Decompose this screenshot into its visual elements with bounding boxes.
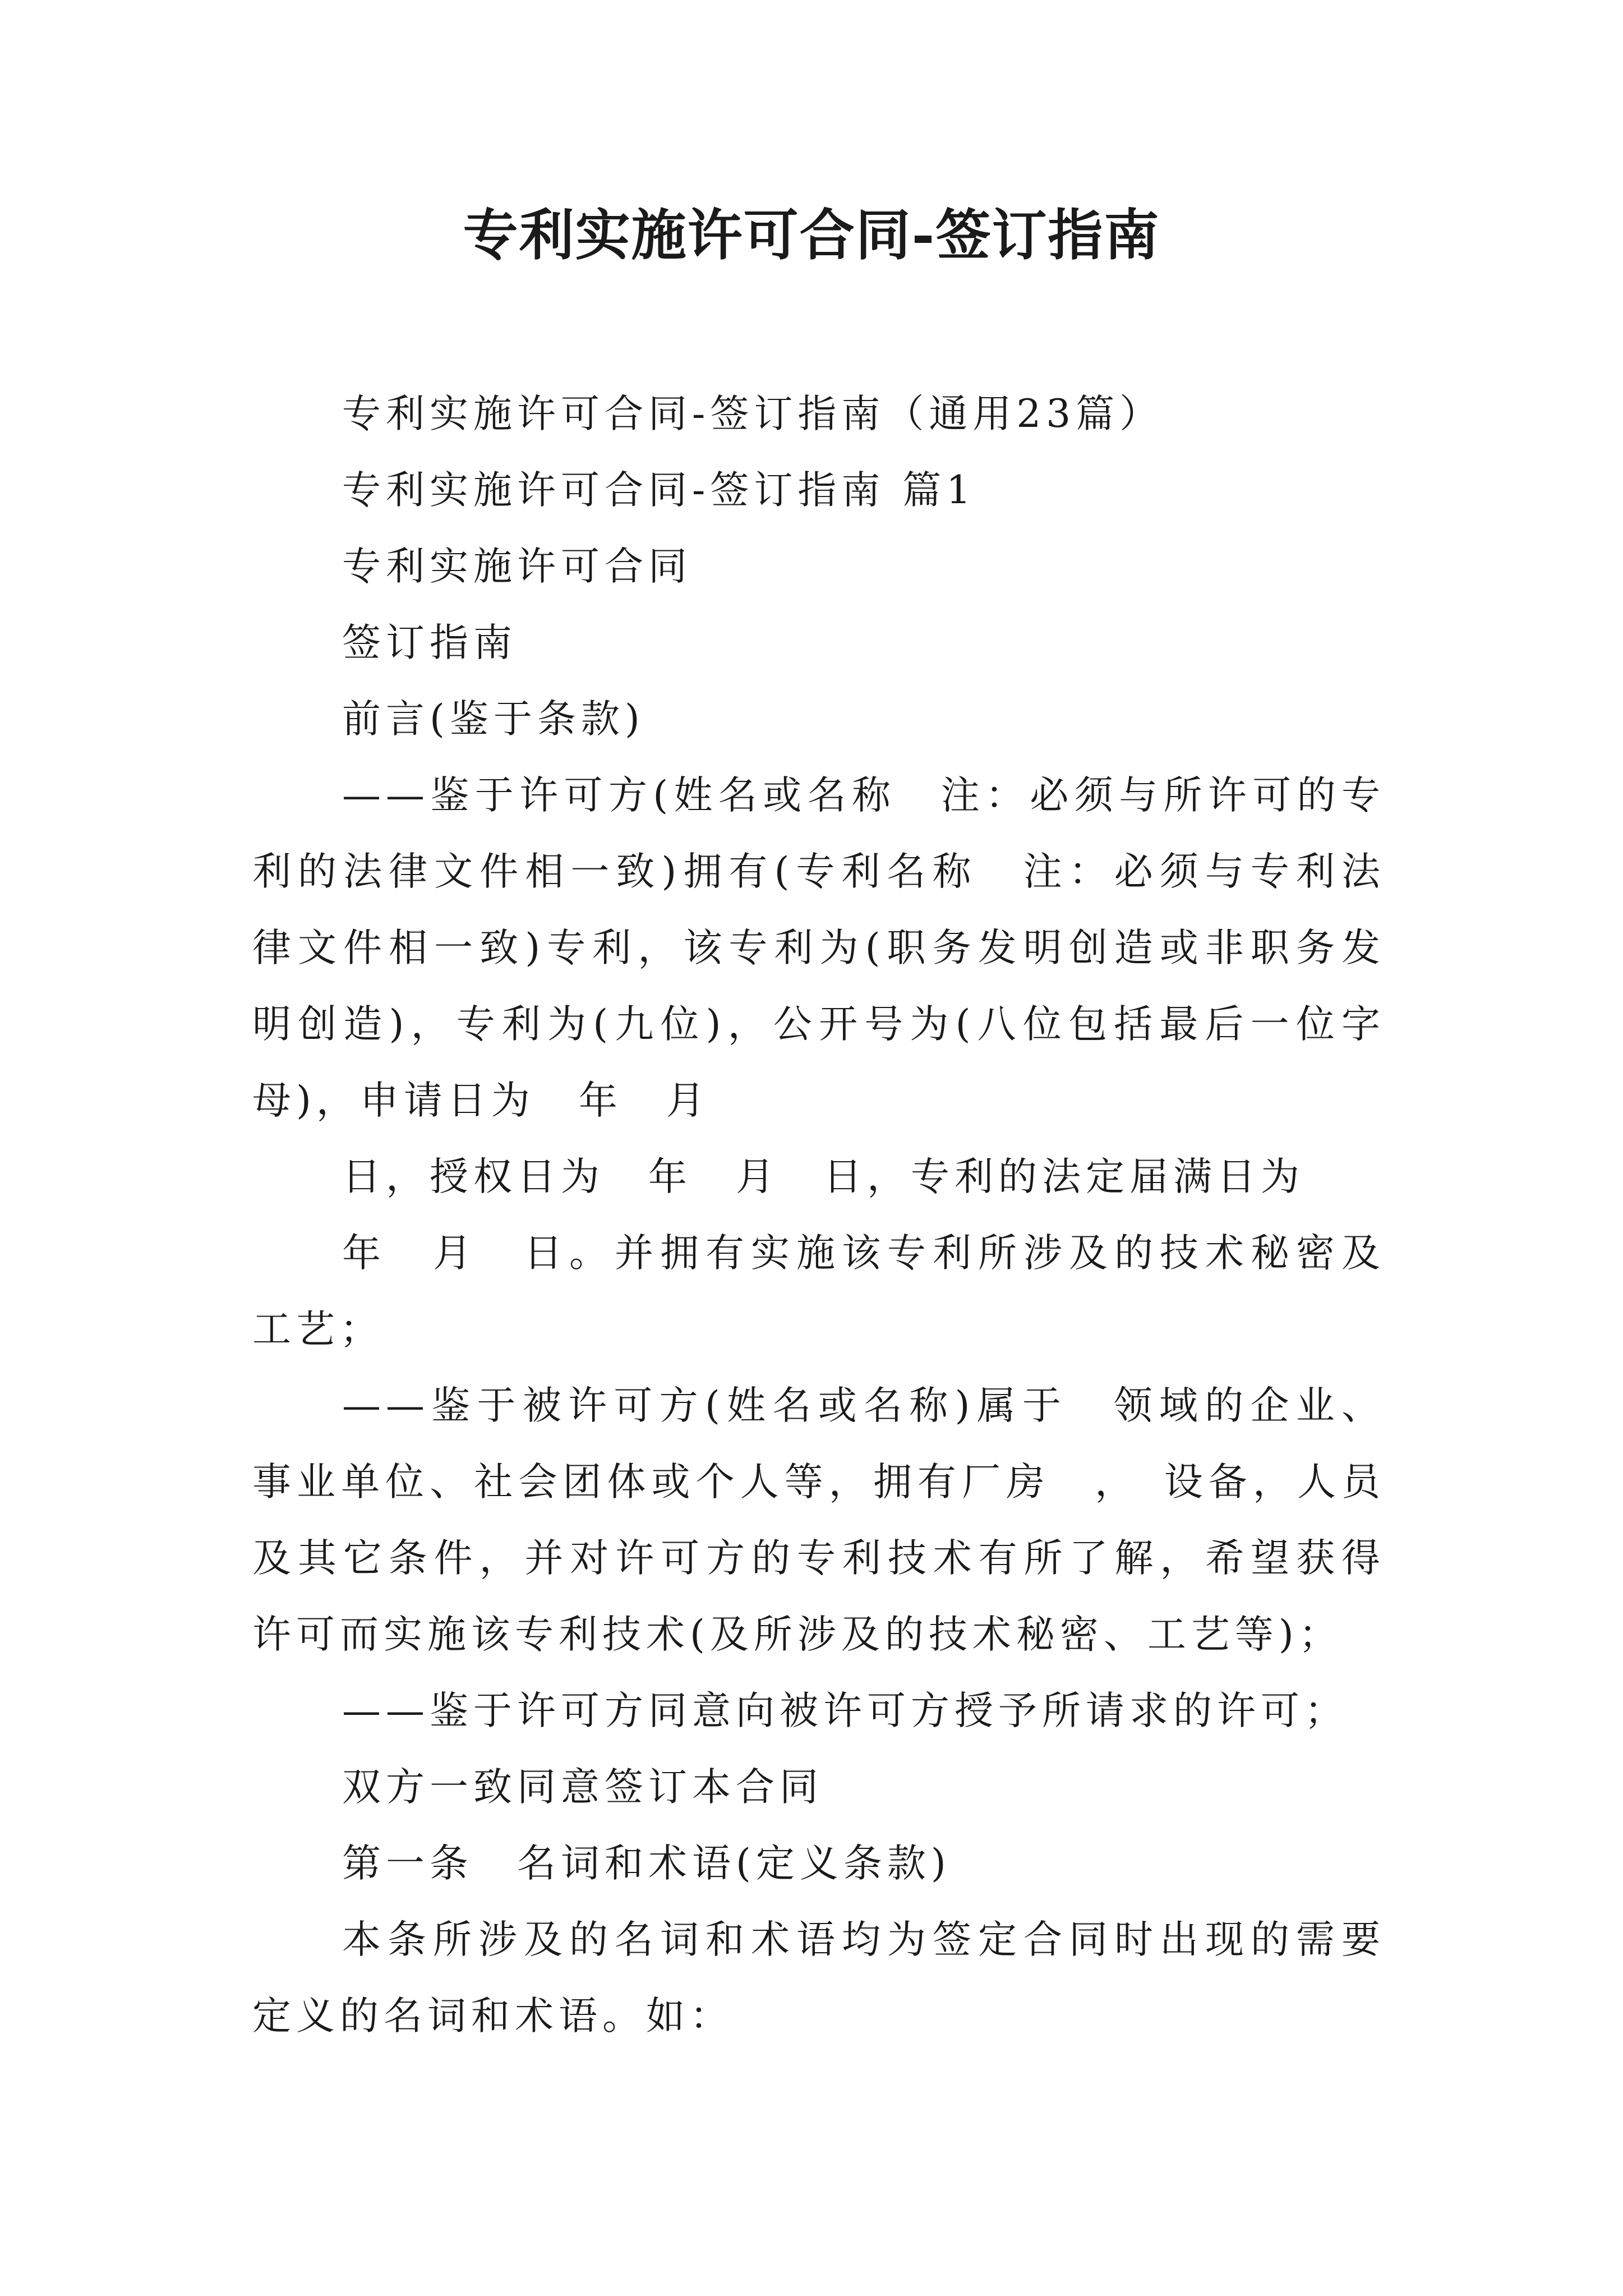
- paragraph-article-1-body: 本条所涉及的名词和术语均为签定合同时出现的需要定义的名词和术语。如：: [252, 1917, 1385, 2039]
- paragraph-guide-label: 签订指南: [342, 620, 517, 665]
- paragraph-grant-dates: 日，授权日为 年 月 日，专利的法定届满日为: [342, 1154, 1304, 1199]
- paragraph-article-1-heading: 第一条 名词和术语(定义条款): [342, 1841, 951, 1886]
- paragraph-subtitle: 专利实施许可合同-签订指南（通用23篇）: [342, 392, 1164, 436]
- paragraph-part-heading: 专利实施许可合同-签订指南 篇1: [342, 468, 976, 513]
- paragraph-agreement-statement: 双方一致同意签订本合同: [342, 1765, 823, 1810]
- paragraph-contract-name: 专利实施许可合同: [342, 544, 692, 589]
- paragraph-preface-heading: 前言(鉴于条款): [342, 697, 645, 742]
- document-body: [252, 376, 1429, 2054]
- paragraph-consent-recital: ——鉴于许可方同意向被许可方授予所请求的许可；: [342, 1688, 1348, 1733]
- paragraph-licensee-recital: ——鉴于被许可方(姓名或名称)属于 领域的企业、事业单位、社会团体或个人等，拥有厂房 ， 设备，人员 及其它条件，并对许可方的专利技术有所了解，希望获得许可而实施该专利技术(及所涉及的技术秘密、工艺等)；: [252, 1383, 1429, 1657]
- paragraph-expiry-dates: 年 月 日。并拥有实施该专利所涉及的技术秘密及工艺；: [252, 1231, 1385, 1352]
- paragraph-licensor-recital: ——鉴于许可方(姓名或名称 注：必须与所许可的专利的法律文件相一致)拥有(专利名称 注：必须与专利法律文件相一致)专利，该专利为(职务发明创造或非职务发明创造)，专利为(九位)，公开号为(八位包括最后一位字母)，申请日为 年 月: [252, 773, 1385, 1123]
- document-title: 专利实施许可合同-签订指南: [463, 203, 1160, 268]
